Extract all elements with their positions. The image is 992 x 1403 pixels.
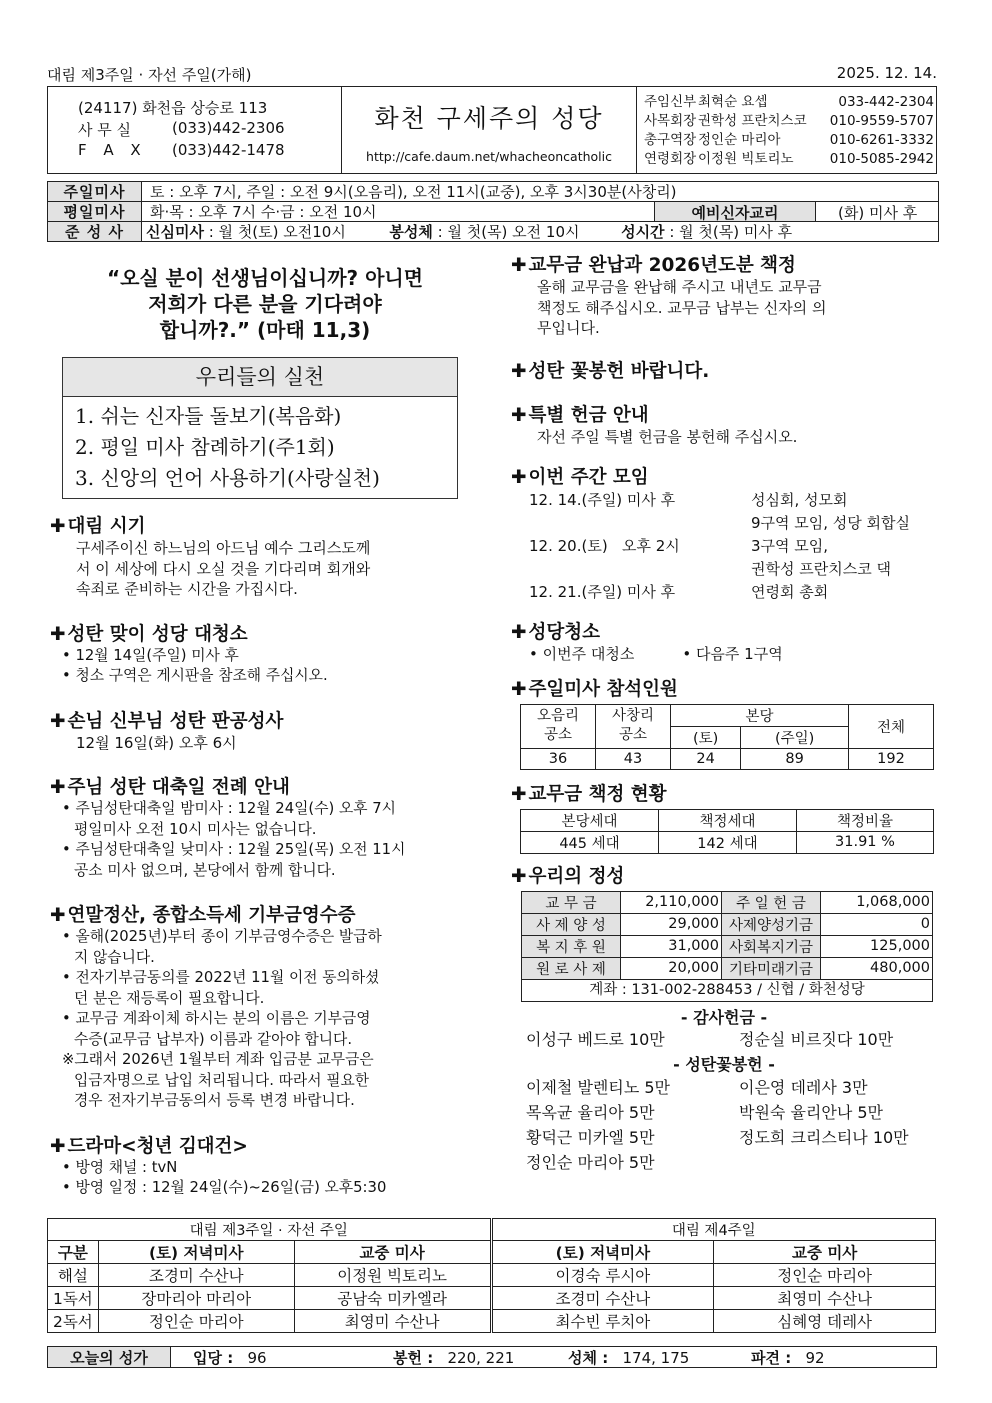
meeting-item xyxy=(529,581,937,604)
offering-amount: 31,000 xyxy=(621,935,722,957)
church-name: 화천 구세주의 성당 xyxy=(374,104,604,133)
meeting-item xyxy=(529,558,937,581)
offering-amount: 125,000 xyxy=(821,935,933,957)
practice-title: 우리들의 실천 xyxy=(62,357,458,397)
week2-title: 대림 제4주일 xyxy=(491,1219,935,1241)
meeting-when xyxy=(529,558,751,581)
tax-note: 입금자명으로 납입 처리됩니다. 따라서 필요한 xyxy=(74,1071,370,1089)
quote-line-2: 저희가 다른 분을 기다려야 xyxy=(148,292,382,316)
donor: 이성구 베드로 10만 xyxy=(526,1029,665,1049)
staff-name: 최혁순 요셉 xyxy=(698,94,768,110)
right-column xyxy=(511,251,937,1175)
cross-icon: ✚ xyxy=(511,404,527,426)
table-cell: 31.91 % xyxy=(796,831,933,853)
cross-icon: ✚ xyxy=(511,865,527,887)
list-item-cont: 지 않습니다. xyxy=(74,948,155,966)
catechumen-text: (화) 미사 후 xyxy=(838,204,918,222)
dues-status-heading xyxy=(511,780,937,806)
contact-block xyxy=(48,87,342,173)
advent-text xyxy=(50,538,480,600)
offering-heading xyxy=(511,862,937,888)
table-cell: 36 xyxy=(521,748,596,769)
table-cell: 장마리아 마리아 xyxy=(98,1287,294,1310)
table-header: (토) 저녁미사 xyxy=(98,1241,294,1264)
donor: 정인순 마리아 5만 xyxy=(526,1152,655,1172)
cross-icon: ✚ xyxy=(511,783,527,805)
drama-title: 드라마<청년 김대건> xyxy=(67,1135,248,1157)
meeting-title: 이번 주간 모임 xyxy=(528,467,649,488)
offering-label: 주 일 헌 금 xyxy=(722,891,821,913)
text-line: 서 이 세상에 다시 오실 것을 기다리며 회개와 xyxy=(76,559,371,578)
list-item: • 교무금 계좌이체 하시는 분의 이름은 기부금영 xyxy=(62,1010,371,1027)
table-row xyxy=(522,935,933,957)
ministry-roster xyxy=(47,1218,936,1333)
meeting-item xyxy=(529,489,937,512)
holy-hour-label: 성시간 xyxy=(621,223,665,241)
sunday-mass-label: 주일미사 xyxy=(48,182,142,201)
offering-table xyxy=(521,891,933,980)
text-line: 속죄로 준비하는 시간을 가집시다. xyxy=(76,580,298,598)
table-cell: 192 xyxy=(849,748,934,769)
offering-amount: 480,000 xyxy=(821,957,933,979)
offering-label: 사제양성기금 xyxy=(722,913,821,935)
office-label: 사 무 실 xyxy=(78,121,132,139)
offering-amount: 1,068,000 xyxy=(821,891,933,913)
dues-heading xyxy=(511,251,937,277)
table-header: 책정세대 xyxy=(658,809,796,831)
flower-title: 성탄 꽃봉헌 바랍니다. xyxy=(528,360,710,382)
meeting-item xyxy=(529,535,937,558)
cross-icon: ✚ xyxy=(511,255,527,276)
hymn-label: 오늘의 성가 xyxy=(48,1347,171,1367)
drama-heading xyxy=(50,1132,480,1158)
meeting-when: 12. 20.(토) 오후 2시 xyxy=(529,537,680,555)
tax-note: ※그래서 2026년 1월부터 계좌 입금분 교무금은 xyxy=(62,1051,374,1068)
table-row xyxy=(48,1310,936,1333)
list-item: • 전자기부금동의를 2022년 11월 이전 동의하셨 xyxy=(62,969,380,986)
offering-amount: 29,000 xyxy=(621,913,722,935)
meeting-what: 성심회, 성모회 xyxy=(751,491,848,509)
tax-heading xyxy=(50,901,480,927)
table-header: (토) 저녁미사 xyxy=(491,1241,714,1264)
bank-account: 계좌 : 131-002-288453 / 신협 / 화천성당 xyxy=(521,980,933,1002)
xmas-title: 주님 성탄 대축일 전례 안내 xyxy=(67,777,290,798)
advent-title: 대림 시기 xyxy=(67,516,146,537)
donor: 정순실 비르짓다 10만 xyxy=(739,1029,894,1049)
cross-icon: ✚ xyxy=(50,1135,66,1157)
weekday-mass-row xyxy=(48,202,938,222)
offering-amount: 20,000 xyxy=(621,957,722,979)
list-item-cont: 공소 미사 없으며, 본당에서 함께 합니다. xyxy=(74,861,336,879)
fax-label: F A X xyxy=(78,141,147,159)
clean-this-week: • 이번주 대청소 xyxy=(529,645,635,663)
table-cell: 1독서 xyxy=(48,1287,99,1310)
staff-phone: 010-9559-5707 xyxy=(829,113,934,129)
practice-item: 2. 평일 미사 참례하기(주1회) xyxy=(75,435,335,459)
meeting-list xyxy=(511,489,937,604)
meeting-item xyxy=(529,512,937,535)
table-header: 책정비율 xyxy=(796,809,933,831)
offering-label: 교 무 금 xyxy=(522,891,621,913)
flowers-title: - 성탄꽃봉헌 - xyxy=(673,1054,775,1074)
table-cell: 최영미 수산나 xyxy=(294,1310,491,1333)
text-line: 구세주이신 하느님의 아드님 예수 그리스도께 xyxy=(76,539,371,557)
offering-amount: 2,110,000 xyxy=(621,891,722,913)
table-cell: 최수빈 루치아 xyxy=(491,1310,714,1333)
staff-row xyxy=(644,93,934,112)
table-cell: 445 세대 xyxy=(521,831,659,853)
table-row xyxy=(522,957,933,979)
cross-icon: ✚ xyxy=(50,905,66,926)
xmas-list xyxy=(50,799,480,881)
cross-icon: ✚ xyxy=(511,467,527,488)
cross-icon: ✚ xyxy=(50,623,66,645)
table-row xyxy=(48,1287,936,1310)
table-cell: 해설 xyxy=(48,1264,99,1287)
donor: 목옥균 율리아 5만 xyxy=(526,1102,655,1122)
staff-name: 이정원 빅토리노 xyxy=(698,151,794,167)
donor: 정도희 크리스티나 10만 xyxy=(739,1127,909,1147)
staff-name: 정인순 마리아 xyxy=(698,132,781,148)
meeting-heading xyxy=(511,463,937,489)
cross-icon: ✚ xyxy=(511,622,527,643)
devotion-label: 신심미사 xyxy=(146,223,204,241)
staff-name: 권학성 프란치스코 xyxy=(698,113,807,129)
flower-heading xyxy=(511,357,937,383)
col-main-church: 본당 xyxy=(671,704,849,726)
hymn-entrance: 입당 : 96 xyxy=(193,1348,267,1367)
hymn-bar xyxy=(47,1346,937,1368)
table-header: 교중 미사 xyxy=(714,1241,936,1264)
cross-icon: ✚ xyxy=(50,777,66,798)
col-sun: (주일) xyxy=(741,726,849,748)
office-phone: (033)442-2306 xyxy=(172,119,285,137)
advent-heading xyxy=(50,512,480,538)
dues-status-title: 교무금 책정 현황 xyxy=(528,783,667,805)
clean-title: 성탄 맞이 성당 대청소 xyxy=(67,623,248,645)
table-header: 교중 미사 xyxy=(294,1241,491,1264)
quote-line-3: 합니까?.” (마태 11,3) xyxy=(159,318,371,342)
sunday-mass-row xyxy=(48,182,938,202)
fax-number: (033)442-1478 xyxy=(172,141,285,159)
donor: 이제철 발렌티노 5만 xyxy=(526,1077,670,1097)
flowers-list xyxy=(511,1075,937,1175)
table-cell: 43 xyxy=(596,748,671,769)
hymn-communion: 성체 : 174, 175 xyxy=(568,1348,690,1367)
offering-title: 우리의 정성 xyxy=(528,865,625,887)
staff-row xyxy=(644,150,934,169)
staff-phone: 010-5085-2942 xyxy=(829,151,934,167)
table-cell: 142 세대 xyxy=(658,831,796,853)
offering-label: 사회복지기금 xyxy=(722,935,821,957)
text-line: 무입니다. xyxy=(537,319,600,337)
communion-visit-label: 봉성체 xyxy=(389,223,433,241)
table-cell: 24 xyxy=(671,748,741,769)
dues-text xyxy=(511,277,937,339)
table-cell: 조경미 수산나 xyxy=(491,1287,714,1310)
staff-role: 연령회장 xyxy=(644,151,697,167)
practice-item: 1. 쉬는 신자들 돌보기(복음화) xyxy=(75,404,342,428)
staff-role: 사목회장 xyxy=(644,113,697,129)
clean-next-week: • 다음주 1구역 xyxy=(682,645,783,663)
devotion-text: : 월 첫(토) 오전10시 xyxy=(203,223,346,241)
liturgy-title: 대림 제3주일 · 자선 주일(가해) xyxy=(47,66,252,84)
cross-icon: ✚ xyxy=(50,516,66,537)
tax-note: 경우 전자기부금동의서 등록 변경 바랍니다. xyxy=(74,1092,355,1109)
address: (24117) 화천읍 상승로 113 xyxy=(78,99,268,117)
list-item-cont: 던 분은 재등록이 필요합니다. xyxy=(74,989,265,1007)
table-cell: 2독서 xyxy=(48,1310,99,1333)
list-item-cont: 수증(교무금 납부자) 이름과 같아야 합니다. xyxy=(74,1030,353,1048)
table-cell: 정인순 마리아 xyxy=(714,1264,936,1287)
table-cell: 심혜영 데레사 xyxy=(714,1310,936,1333)
staff-role: 주임신부 xyxy=(644,94,697,110)
cafe-link[interactable]: http://cafe.daum.net/whacheoncatholic xyxy=(366,149,612,164)
clean-heading xyxy=(50,620,480,646)
practice-box xyxy=(62,357,458,499)
staff-phone: 010-6261-3332 xyxy=(829,132,934,148)
list-item: • 방영 일정 : 12월 24일(수)~26일(금) 오후5:30 xyxy=(62,1179,387,1196)
meeting-what: 권학성 프란치스코 댁 xyxy=(751,560,891,578)
drama-list xyxy=(50,1158,480,1199)
offering-amount: 0 xyxy=(821,913,933,935)
communion-visit-text: : 월 첫(목) 오전 10시 xyxy=(432,223,580,241)
list-item: • 12월 14일(주일) 미사 후 xyxy=(62,646,239,664)
list-item: • 청소 구역은 게시판을 참조해 주십시오. xyxy=(62,667,328,684)
special-heading xyxy=(511,401,937,427)
meeting-when xyxy=(529,512,751,535)
table-cell: 이정원 빅토리노 xyxy=(294,1264,491,1287)
table-cell: 89 xyxy=(741,748,849,769)
col-oeumri: 오음리 공소 xyxy=(521,704,596,748)
offering-label: 원 로 사 제 xyxy=(522,957,621,979)
offering-label: 사 제 양 성 xyxy=(522,913,621,935)
hymn-offertory: 봉헌 : 220, 221 xyxy=(393,1348,515,1367)
table-cell: 조경미 수산나 xyxy=(98,1264,294,1287)
list-item: • 방영 채널 : tvN xyxy=(62,1158,178,1176)
bulletin-date: 2025. 12. 14. xyxy=(836,64,937,82)
thanks-list xyxy=(511,1028,937,1052)
practice-item: 3. 신앙의 언어 사용하기(사랑실천) xyxy=(75,466,380,490)
week1-title: 대림 제3주일 · 자선 주일 xyxy=(48,1219,492,1241)
clean-list xyxy=(50,646,480,687)
table-cell: 공남숙 미카엘라 xyxy=(294,1287,491,1310)
staff-row xyxy=(644,112,934,131)
col-sat: (토) xyxy=(671,726,741,748)
weekday-mass-label: 평일미사 xyxy=(48,202,142,221)
header-box xyxy=(47,86,937,174)
table-cell: 정인순 마리아 xyxy=(98,1310,294,1333)
guest-heading xyxy=(50,707,480,733)
holy-hour-text: : 월 첫(목) 미사 후 xyxy=(664,223,793,241)
offering-label: 기타미래기금 xyxy=(722,957,821,979)
thanks-title: - 감사헌금 - xyxy=(680,1007,768,1027)
dues-title: 교무금 완납과 2026년도분 책정 xyxy=(528,255,796,276)
meeting-what: 3구역 모임, xyxy=(751,537,829,555)
special-title: 특별 헌금 안내 xyxy=(528,404,649,426)
left-column xyxy=(50,512,480,1199)
tax-list xyxy=(50,927,480,1112)
table-header: 구분 xyxy=(48,1241,99,1264)
attendance-heading xyxy=(511,675,937,701)
gospel-quote xyxy=(60,265,470,343)
staff-row xyxy=(644,131,934,150)
staff-phone: 033-442-2304 xyxy=(838,94,934,110)
table-row xyxy=(522,891,933,913)
table-cell: 이경숙 루시아 xyxy=(491,1264,714,1287)
practice-list xyxy=(62,397,458,499)
offering-label: 복 지 후 원 xyxy=(522,935,621,957)
dues-status-table xyxy=(520,809,934,854)
church-block xyxy=(342,87,637,173)
catechumen-label: 예비신자교리 xyxy=(654,202,816,221)
text-line: 책정도 해주십시오. 교무금 납부는 신자의 의 xyxy=(537,298,827,317)
meeting-what: 연령회 총회 xyxy=(751,583,829,601)
col-sachangri: 사창리 공소 xyxy=(596,704,671,748)
col-total: 전체 xyxy=(849,704,934,748)
meeting-what: 9구역 모임, 성당 회합실 xyxy=(751,514,911,532)
cleaning-heading xyxy=(511,618,937,644)
hymn-recessional: 파견 : 92 xyxy=(751,1348,825,1367)
header-top xyxy=(47,64,937,86)
weekday-mass-text: 화·목 : 오후 7시 수·금 : 오전 10시 xyxy=(150,203,377,221)
meeting-when: 12. 21.(주일) 미사 후 xyxy=(529,583,676,601)
list-item-cont: 평일미사 오전 10시 미사는 없습니다. xyxy=(74,820,317,838)
cross-icon: ✚ xyxy=(50,710,66,732)
list-item: • 주님성탄대축일 밤미사 : 12월 24일(수) 오후 7시 xyxy=(62,800,396,817)
list-item: • 올해(2025년)부터 종이 기부금영수증은 발급하 xyxy=(62,928,382,945)
text-line: 올해 교무금을 완납해 주시고 내년도 교무금 xyxy=(537,278,822,296)
roster-header xyxy=(48,1241,936,1264)
cross-icon: ✚ xyxy=(511,360,527,382)
attendance-table xyxy=(520,704,934,770)
sacrament-label: 준 성 사 xyxy=(48,222,142,241)
donor: 박원숙 율리안나 5만 xyxy=(739,1102,883,1122)
attendance-title: 주일미사 참석인원 xyxy=(528,678,678,700)
cleaning-rota xyxy=(511,644,937,665)
meeting-when: 12. 14.(주일) 미사 후 xyxy=(529,491,676,509)
sacrament-text xyxy=(142,221,792,242)
guest-title: 손님 신부님 성탄 판공성사 xyxy=(67,710,284,732)
sunday-mass-text: 토 : 오후 7시, 주일 : 오전 9시(오음리), 오전 11시(교중), 오후 3시30분(사창리) xyxy=(150,183,677,201)
cleaning-title: 성당청소 xyxy=(528,622,600,643)
mass-schedule xyxy=(47,181,939,242)
table-row xyxy=(48,1264,936,1287)
table-row xyxy=(522,913,933,935)
sacrament-row xyxy=(48,222,938,241)
list-item: • 주님성탄대축일 낮미사 : 12월 25일(목) 오전 11시 xyxy=(62,841,406,858)
cross-icon: ✚ xyxy=(511,678,527,700)
table-header: 본당세대 xyxy=(521,809,659,831)
staff-role: 총구역장 xyxy=(644,132,697,148)
quote-line-1: “오실 분이 선생님이십니까? 아니면 xyxy=(106,266,424,290)
donor: 황덕근 미카엘 5만 xyxy=(526,1127,655,1147)
tax-title: 연말정산, 종합소득세 기부금영수증 xyxy=(67,905,356,926)
special-text: 자선 주일 특별 헌금을 봉헌해 주십시오. xyxy=(537,427,798,446)
xmas-heading xyxy=(50,773,480,799)
table-cell: 최영미 수산나 xyxy=(714,1287,936,1310)
donor: 이은영 데레사 3만 xyxy=(739,1077,868,1097)
guest-text: 12월 16일(화) 오후 6시 xyxy=(76,733,237,752)
staff-list xyxy=(644,93,934,169)
